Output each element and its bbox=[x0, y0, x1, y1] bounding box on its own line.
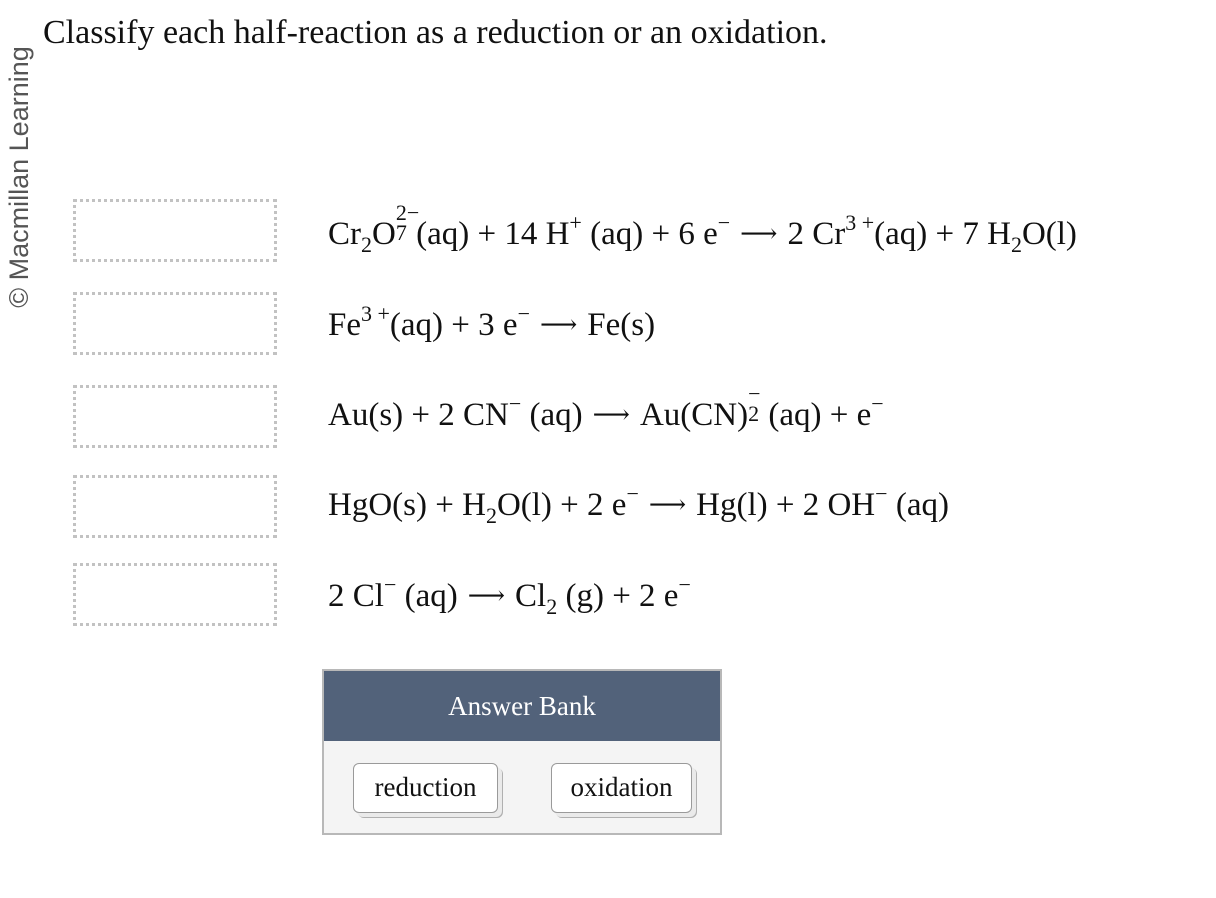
oxidation-chip[interactable]: oxidation bbox=[551, 763, 692, 813]
reduction-chip[interactable]: reduction bbox=[353, 763, 498, 813]
drop-target-3[interactable] bbox=[73, 385, 277, 448]
drop-target-2[interactable] bbox=[73, 292, 277, 355]
drop-target-4[interactable] bbox=[73, 475, 277, 538]
equation-5: 2 Cl− (aq) ⟶ $Cl_2$ (g) + 2 e− bbox=[328, 572, 691, 619]
drop-target-1[interactable] bbox=[73, 199, 277, 262]
equation-4: $HgO(s) + H_2O(l) + 2$ e− ⟶ Hg(l) + 2 OH− (aq) bbox=[328, 481, 949, 528]
answer-bank-title: Answer Bank bbox=[324, 671, 720, 741]
question-prompt: Classify each half-reaction as a reduction or an oxidation. bbox=[43, 14, 828, 51]
answer-bank bbox=[322, 669, 722, 835]
copyright-watermark: © Macmillan Learning bbox=[4, 46, 34, 308]
equation-2: $Fe^{3 +}(aq) + 3$ e− ⟶ Fe(s) bbox=[328, 301, 656, 343]
equation-3: Au(s) + 2 CN− (aq) ⟶ Au(CN) − 2 (aq) + e− bbox=[328, 381, 884, 433]
drop-target-5[interactable] bbox=[73, 563, 277, 626]
equation-1: $Cr_2O$ 2− 7 (aq) + 14 H+ (aq) + 6 e− ⟶ 2 $Cr^{3 +}(aq) + 7$ $H_2O(l)$ bbox=[328, 200, 1077, 257]
